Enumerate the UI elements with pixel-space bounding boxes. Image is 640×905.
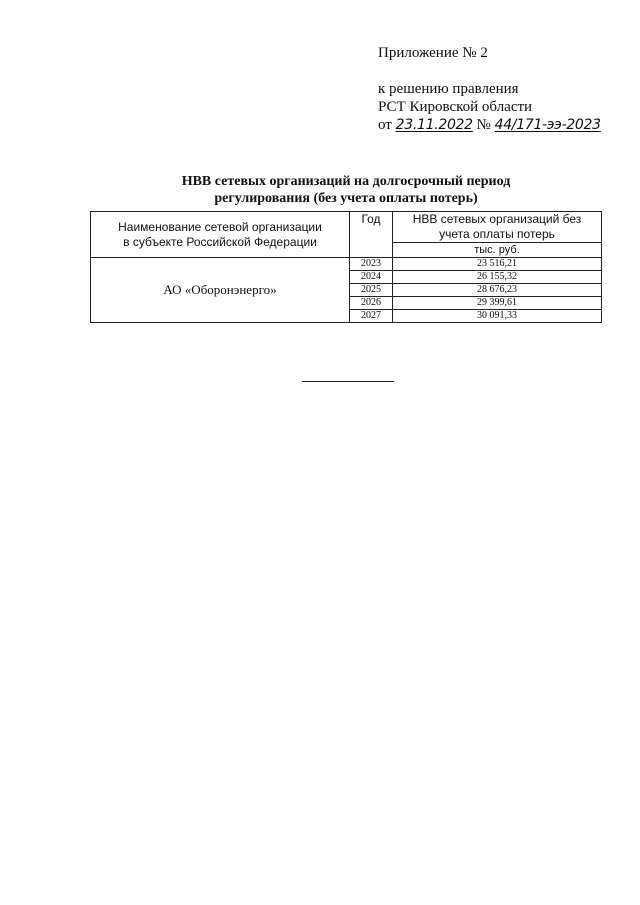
year-cell: 2025 xyxy=(350,284,393,297)
nvv-table xyxy=(90,211,602,323)
year-cell: 2026 xyxy=(350,297,393,310)
col-nvv-header xyxy=(393,212,602,243)
value-cell: 28 676,23 xyxy=(393,284,602,297)
title-line-2: регулирования (без учета оплаты потерь) xyxy=(214,191,478,206)
col-year-header: Год xyxy=(350,212,393,258)
handwritten-date: 23.11.2022 xyxy=(395,117,473,133)
number-prefix: № xyxy=(476,117,491,133)
col-nvv-header-line-1: НВВ сетевых организаций без xyxy=(412,212,582,226)
year-cell: 2023 xyxy=(350,258,393,271)
appendix-label: Приложение № 2 xyxy=(378,45,488,61)
value-cell: 30 091,33 xyxy=(393,310,602,323)
title-line-1: НВВ сетевых организаций на долгосрочный период xyxy=(181,174,511,189)
document-title xyxy=(90,173,602,207)
year-cell: 2024 xyxy=(350,271,393,284)
authority-line: РСТ Кировской области xyxy=(378,99,533,115)
col-org-header xyxy=(91,212,350,258)
table-row xyxy=(91,258,602,271)
col-nvv-header-line-2: учета оплаты потерь xyxy=(439,227,555,241)
table-header-row xyxy=(91,212,602,243)
from-prefix: от xyxy=(378,117,392,133)
handwritten-number: 44/171-ээ-2023 xyxy=(494,117,601,133)
col-org-header-line-1: Наименование сетевой организации xyxy=(118,219,322,234)
end-divider xyxy=(302,381,394,382)
date-number-line xyxy=(378,116,601,134)
value-cell: 29 399,61 xyxy=(393,297,602,310)
decision-line: к решению правления xyxy=(378,81,519,97)
year-cell: 2027 xyxy=(350,310,393,323)
organization-name: АО «Оборонэнерго» xyxy=(91,258,350,323)
value-cell: 26 155,32 xyxy=(393,271,602,284)
col-org-header-line-2: в субъекте Российской Федерации xyxy=(123,234,317,249)
unit-cell: тыс. руб. xyxy=(393,243,602,258)
value-cell: 23 516,21 xyxy=(393,258,602,271)
